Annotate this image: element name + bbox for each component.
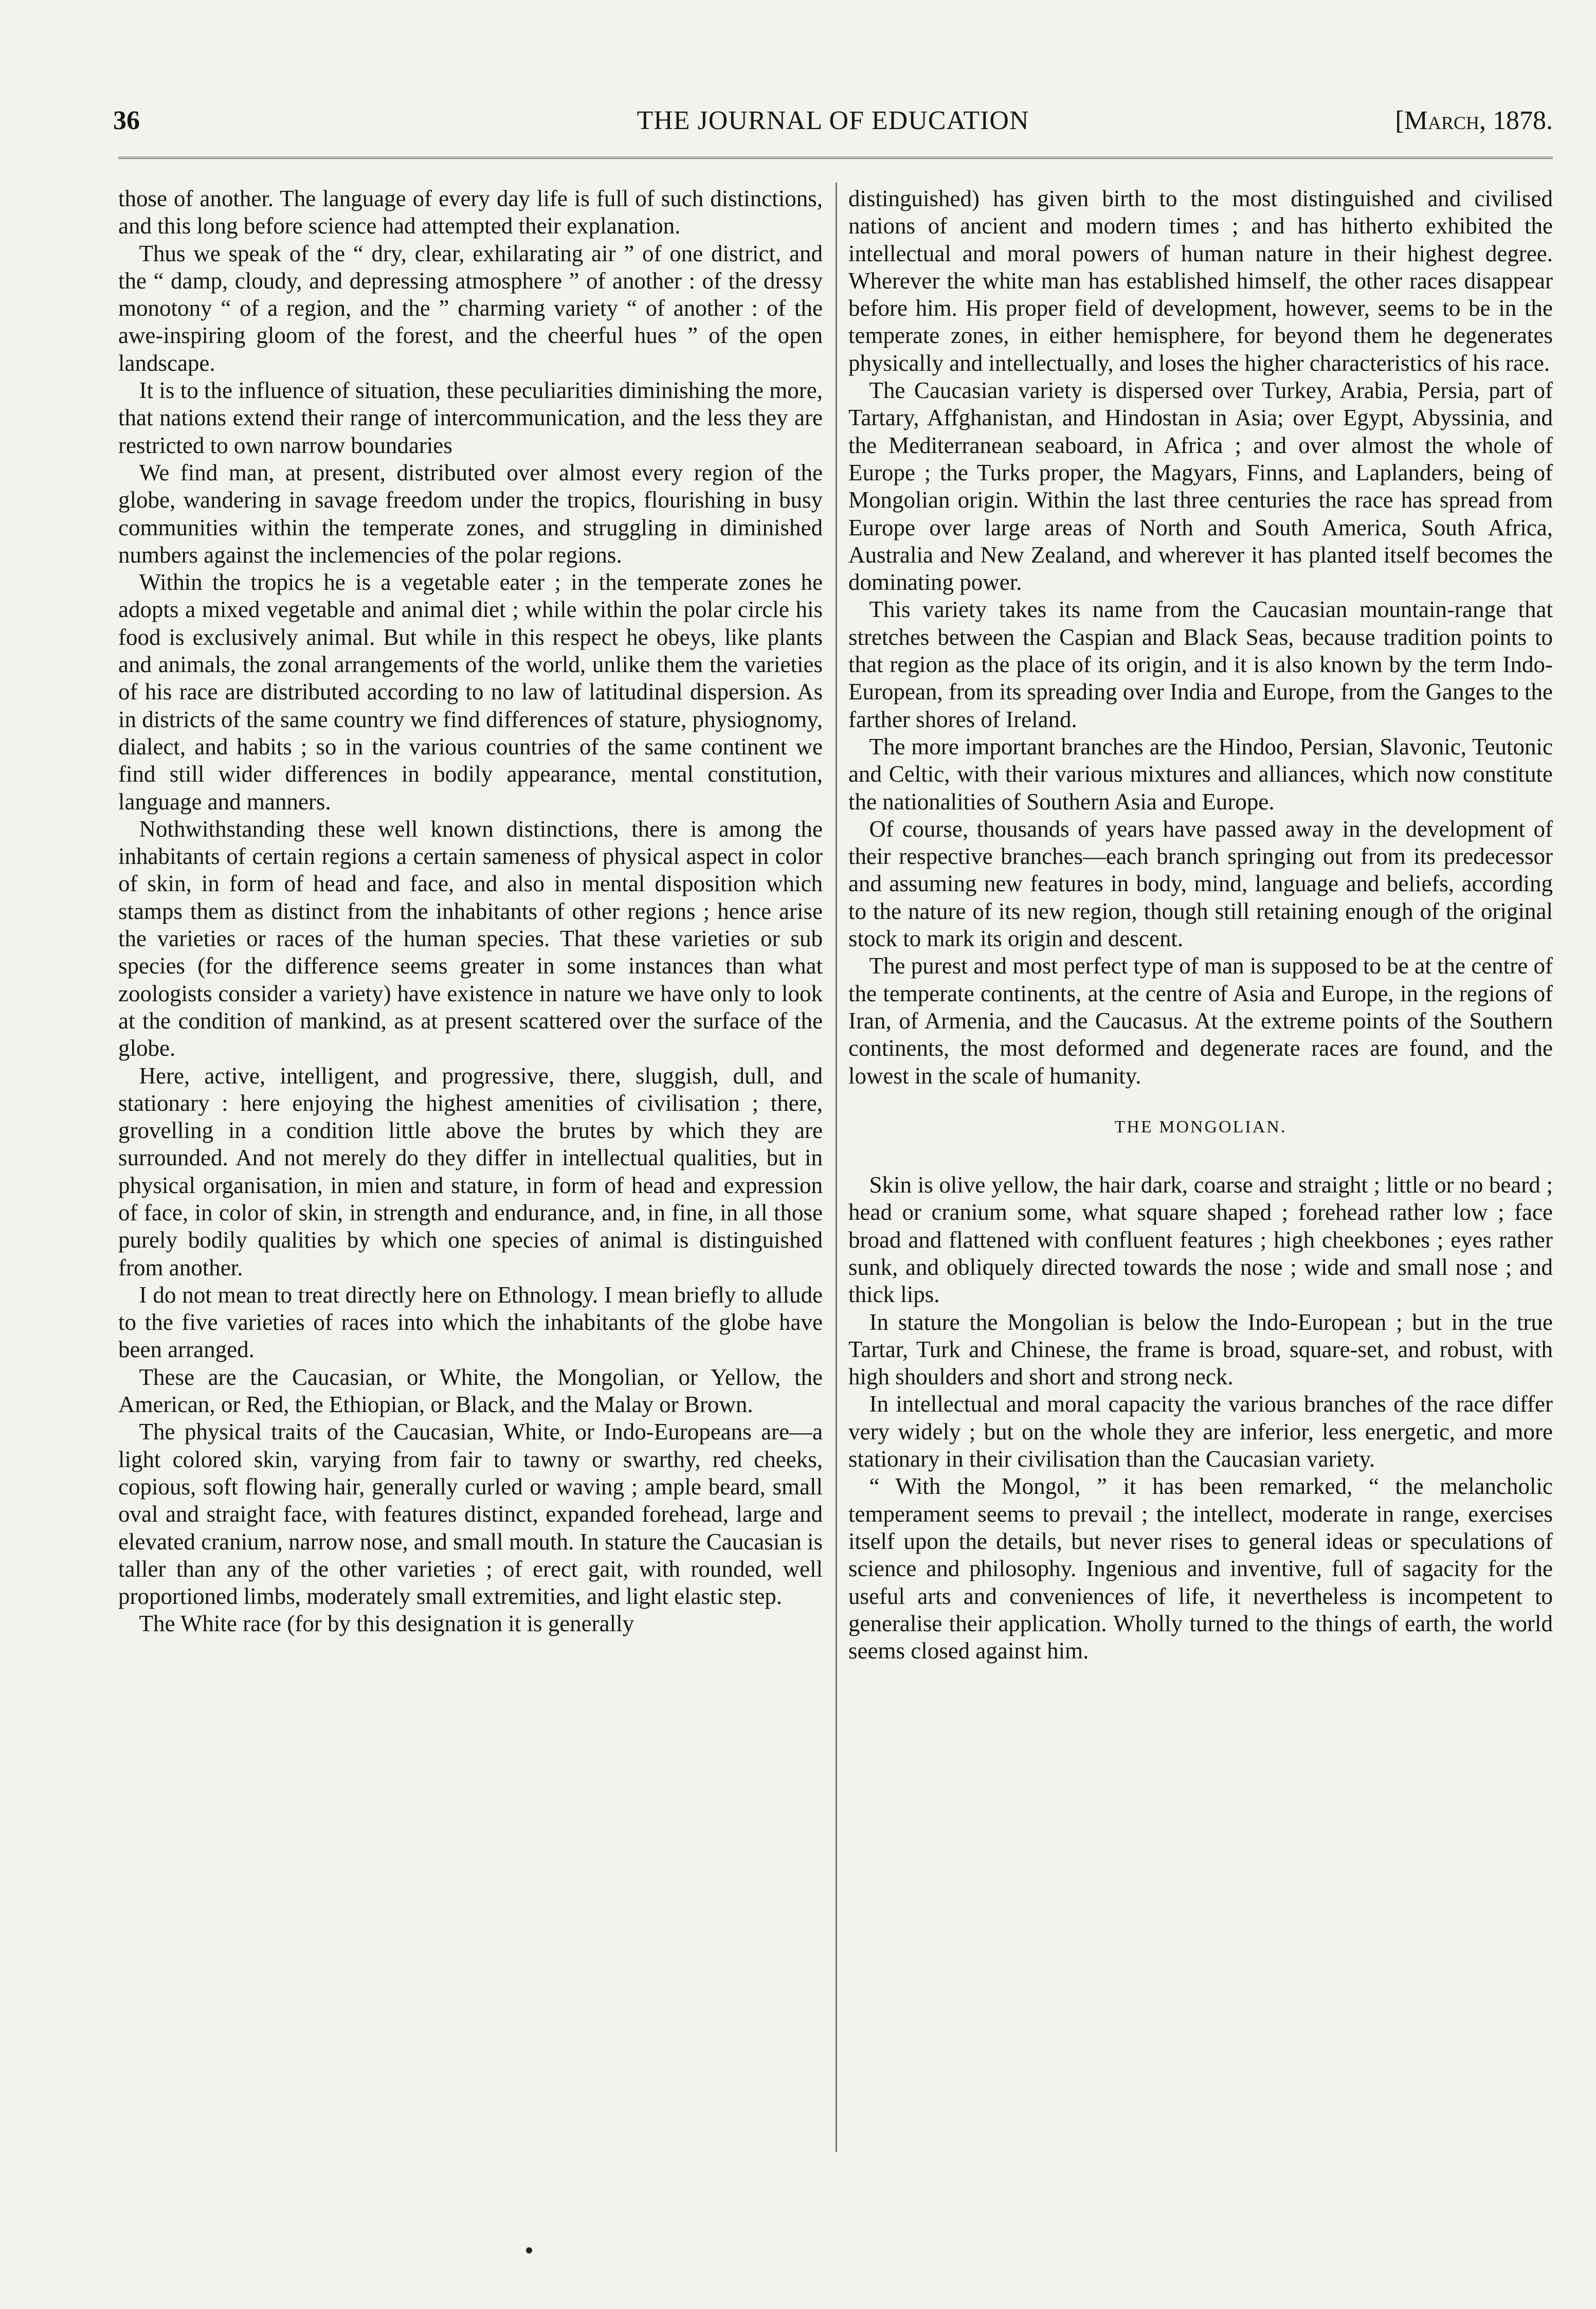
page-number: 36 — [113, 106, 140, 135]
paragraph: Nothwithstanding these well known distinctions, there is among the inhabitants of certain regions a certain sameness of physical aspect in color of skin, in form of head and face, and also in mental disposition which stamps them as distinct from the inhabitants of other regions ; hence arise the varieties or races of the human species. That these varieties or sub species (for the difference seems greater in some instances than what zoologists consider a variety) have existence in nature we have only to look at the condition of mankind, as at present scattered over the surface of the globe. — [118, 816, 823, 1061]
paragraph: distinguished) has given birth to the most distinguished and civilised nations of ancient and modern times ; and has hitherto exhibited the intellectual and moral powers of human nature in their highest degree. Wherever the white man has established himself, the other races disappear before him. His proper field of development, however, seems to be in the temperate zones, in either hemisphere, for beyond them he degenerates physically and intellectually, and loses the higher characteristics of his race. — [848, 186, 1553, 376]
paragraph: We find man, at present, distributed over almost every region of the globe, wandering in savage freedom under the tropics, flourishing in busy communities within the temperate zones, and struggling in diminished numbers against the inclemencies of the polar regions. — [118, 459, 823, 568]
paragraph: These are the Caucasian, or White, the Mongolian, or Yellow, the American, or Red, the Ethiopian, or Black, and the Malay or Brown. — [118, 1364, 823, 1418]
paragraph: Of course, thousands of years have passed away in the development of their respective branches—each branch springing out from its predecessor and assuming new features in body, mind, language and beliefs, according to the nature of its new region, though still retaining enough of the original stock to mark its origin and descent. — [848, 816, 1553, 952]
paragraph: those of another. The language of every day life is full of such distinctions, and this long before science had attempted their explanation. — [118, 186, 823, 239]
paragraph: This variety takes its name from the Caucasian mountain-range that stretches between the Caspian and Black Seas, because tradition points to that region as the place of its origin, and it is also known by the term Indo-European, from its spreading over India and Europe, from the Ganges to the farther shores of Ireland. — [848, 597, 1553, 732]
paragraph: Thus we speak of the “ dry, clear, exhilarating air ” of one district, and the “ damp, cloudy, and depressing atmosphere ” of another : of the dressy monotony “ of a region, and the ” charming variety “ of another : of the awe-inspiring gloom of the forest, and the cheerful hues ” of the open landscape. — [118, 240, 823, 376]
paragraph: The White race (for by this designation it is generally — [139, 1611, 634, 1637]
section-heading: THE MONGOLIAN. — [1114, 1117, 1287, 1137]
paragraph: The purest and most perfect type of man is supposed to be at the centre of the temperate continents, at the centre of Asia and Europe, in the regions of Iran, of Armenia, and the Caucasus. At the extreme points of the Southern continents, the most deformed and degenerate races are found, and the lowest in the scale of humanity. — [848, 953, 1553, 1089]
ink-speck — [526, 2247, 532, 2253]
journal-title: THE JOURNAL OF EDUCATION — [637, 106, 1029, 135]
header-rule — [118, 157, 1553, 159]
running-header — [113, 105, 1553, 141]
paragraph: In stature the Mongolian is below the Indo-European ; but in the true Tartar, Turk and Chinese, the frame is broad, square-set, and robust, with high shoulders and short and strong neck. — [848, 1309, 1553, 1390]
paragraph: The more important branches are the Hindoo, Persian, Slavonic, Teutonic and Celtic, with their various mixtures and alliances, which now constitute the nationalities of Southern Asia and Europe. — [848, 733, 1553, 815]
paragraph: Within the tropics he is a vegetable eater ; in the temperate zones he adopts a mixed vegetable and animal diet ; while within the polar circle his food is exclusively animal. But while in this respect he obeys, like plants and animals, the zonal arrangements of the world, unlike them the varieties of his race are distributed according to no law of latitudinal dispersion. As in districts of the same country we find differences of stature, physiognomy, dialect, and habits ; so in the various countries of the same continent we find still wider differences in bodily appearance, mental constitution, language and manners. — [118, 569, 823, 815]
column-divider — [836, 183, 837, 2152]
paragraph: I do not mean to treat directly here on Ethnology. I mean briefly to allude to the five varieties of races into which the inhabitants of the globe have been arranged. — [118, 1282, 823, 1363]
issue-date: [March, 1878. — [1395, 106, 1553, 135]
right-column — [848, 185, 1553, 2150]
paragraph: Here, active, intelligent, and progressive, there, sluggish, dull, and stationary : here enjoying the highest amenities of civilisation ; there, grovelling in a condition little above the brutes by which they are surrounded. And not merely do they differ in intellectual qualities, but in physical organisation, in mien and stature, in form of head and expression of face, in color of skin, in strength and endurance, and, in fine, in all those purely bodily qualities by which one species of animal is distinguished from another. — [118, 1062, 823, 1280]
paragraph: Skin is olive yellow, the hair dark, coarse and straight ; little or no beard ; head or cranium some, what square shaped ; forehead rather low ; face broad and flattened with confluent features ; high cheekbones ; eyes rather sunk, and obliquely directed towards the nose ; wide and small nose ; and thick lips. — [848, 1172, 1553, 1308]
paragraph: It is to the influence of situation, these peculiarities diminishing the more, that nations extend their range of intercommunication, and the less they are restricted to own narrow boundaries — [118, 377, 823, 458]
paragraph: In intellectual and moral capacity the various branches of the race differ very widely ; but on the whole they are inferior, less energetic, and more stationary in their civilisation than the Caucasian variety. — [848, 1391, 1553, 1472]
paragraph: “ With the Mongol, ” it has been remarked, “ the melancholic temperament seems to prevail ; the intellect, moderate in range, exercises itself upon the details, but never rises to general ideas or speculations of science and philosophy. Ingenious and inventive, full of sagacity for the useful arts and conveniences of life, it nevertheless is incompetent to generalise their application. Wholly turned to the things of earth, the world seems closed against him. — [848, 1473, 1553, 1664]
left-column — [118, 185, 823, 2150]
paragraph: The physical traits of the Caucasian, White, or Indo-Europeans are—a light colored skin, varying from fair to tawny or swarthy, red cheeks, copious, soft flowing hair, generally curled or waving ; ample beard, small oval and straight face, with features distinct, expanded forehead, large and elevated cranium, narrow nose, and small mouth. In stature the Caucasian is taller than any of the other varieties ; of erect gait, with rounded, well proportioned limbs, moderately small extremities, and light elastic step. — [118, 1419, 823, 1610]
paragraph: The Caucasian variety is dispersed over Turkey, Arabia, Persia, part of Tartary, Affghanistan, and Hindostan in Asia; over Egypt, Abyssinia, and the Mediterranean seaboard, in Africa ; and over almost the whole of Europe ; the Turks proper, the Magyars, Finns, and Laplanders, being of Mongolian origin. Within the last three centuries the race has spread from Europe over large areas of North and South America, South Africa, Australia and New Zealand, and wherever it has planted itself becomes the dominating power. — [848, 377, 1553, 596]
